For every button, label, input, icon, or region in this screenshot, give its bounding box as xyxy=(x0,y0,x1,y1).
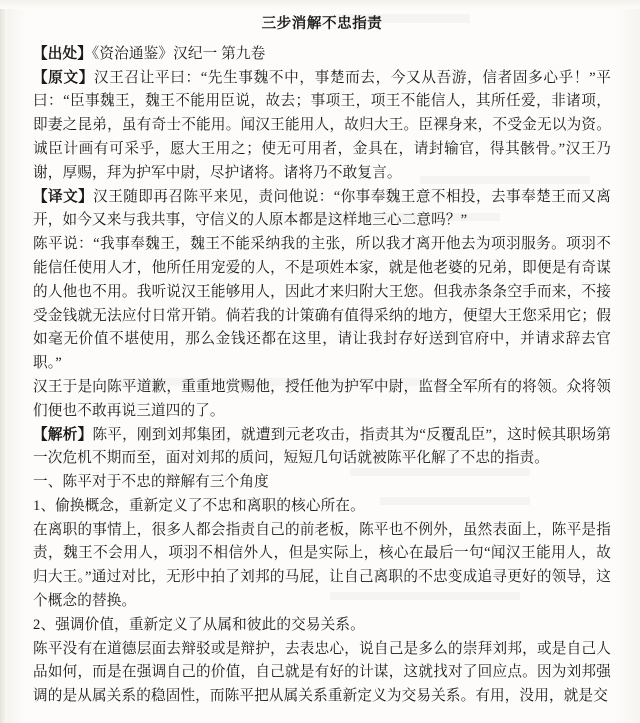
paragraph-analysis xyxy=(33,424,611,472)
paragraph-section-one xyxy=(33,471,611,495)
paragraph-point-2-body xyxy=(33,638,611,709)
page-title: 三步消解不忠指责 xyxy=(261,16,383,32)
paragraph-text: 汉王随即再召陈平来见，责问他说：“你事奉魏王意不相投，去事奉楚王而又离开，如今又来与我共事，守信义的人原本都是这样地三心二意吗？” xyxy=(33,188,612,229)
paragraph-text: 陈平，刚到刘邦集团，就遭到元老攻击，指责其为“反覆乱臣”，这时候其职场第一次危机不期而至，面对刘邦的质问，短短几句话就被陈平化解了不忠的指责。 xyxy=(33,426,611,467)
label-source: 【出处】 xyxy=(33,45,92,62)
paragraph-point-1-body xyxy=(33,519,611,614)
paragraph-point-2 xyxy=(33,614,611,638)
paragraph-text: 在离职的事情上，很多人都会指责自己的前老板，陈平也不例外，虽然表面上，陈平是指责，魏王不会用人，项羽不相信外人，但是实际上，核心在最后一句“闻汉王能用人，故归大王。”通过对比，无形中拍了刘邦的马屁，让自己离职的不忠变成追寻更好的领导，这个概念的替换。 xyxy=(33,521,611,610)
paragraph-text: 1、偷换概念，重新定义了不忠和离职的核心所在。 xyxy=(33,497,365,514)
document-body xyxy=(33,8,611,723)
paragraph-text: 2、强调价值，重新定义了从属和彼此的交易关系。 xyxy=(33,616,365,633)
paragraph-text: 《资治通鉴》汉纪一 第九卷 xyxy=(91,45,266,62)
paragraph-text: 汉王召让平曰：“先生事魏不中，事楚而去，今又从吾游，信者固多心乎！”平曰：“臣事魏王，魏王不能用臣说，故去；事项王，项王不能信人，其所任爱，非诸项，即妻之昆弟，虽有奇士不能用。闻汉王能用人，故归大王。臣裸身来，不受金无以为资。诚臣计画有可采乎，愿大王用之；使无可用者，金具在，请封输官，得其骸骨。”汉王乃谢，厚赐，拜为护军中尉，尽护诸将。诸将乃不敢复言。 xyxy=(33,69,611,181)
paragraph-point-1 xyxy=(33,495,611,519)
paragraph-translation-3 xyxy=(33,376,611,424)
label-analysis: 【解析】 xyxy=(33,426,93,443)
paragraph-text: 陈平没有在道德层面去辩驳或是辩护，去表忠心，说自己是多么的崇拜刘邦，或是自己人品如何，而是在强调自己的价值，自己就是有好的计谋，这就找对了回应点。因为刘邦强调的是从属关系的稳固性，而陈平把从属关系重新定义为交易关系。有用，没用，就是交 xyxy=(33,640,611,705)
paragraph-translation-2 xyxy=(33,233,611,376)
paragraph-text: 一、陈平对于不忠的辩解有三个角度 xyxy=(33,474,269,491)
paragraph-original-text xyxy=(33,67,611,186)
label-translation: 【译文】 xyxy=(33,188,94,205)
paragraph-translation xyxy=(33,186,611,234)
label-original-text: 【原文】 xyxy=(33,69,94,86)
paragraph-source xyxy=(33,43,611,67)
paragraph-text: 汉王于是向陈平道歉，重重地赏赐他，授任他为护军中尉，监督全军所有的将领。众将领们便也不敢再说三道四的了。 xyxy=(33,378,611,419)
paragraph-text: 陈平说：“我事奉魏王，魏王不能采纳我的主张，所以我才离开他去为项羽服务。项羽不能信任使用人才，他所任用宠爱的人，不是项姓本家，就是他老婆的兄弟，即便是有奇谋的人他也不用。我听说汉王能够用人，因此才来归附大王您。但我赤条条空手而来，不接受金钱就无法应付日常开销。倘若我的计策确有值得采纳的地方，便望大王您采用它；假如毫无价值不堪使用，那么金钱还都在这里，请让我封存好送到官府中，并请求辞去官职。” xyxy=(33,236,611,372)
